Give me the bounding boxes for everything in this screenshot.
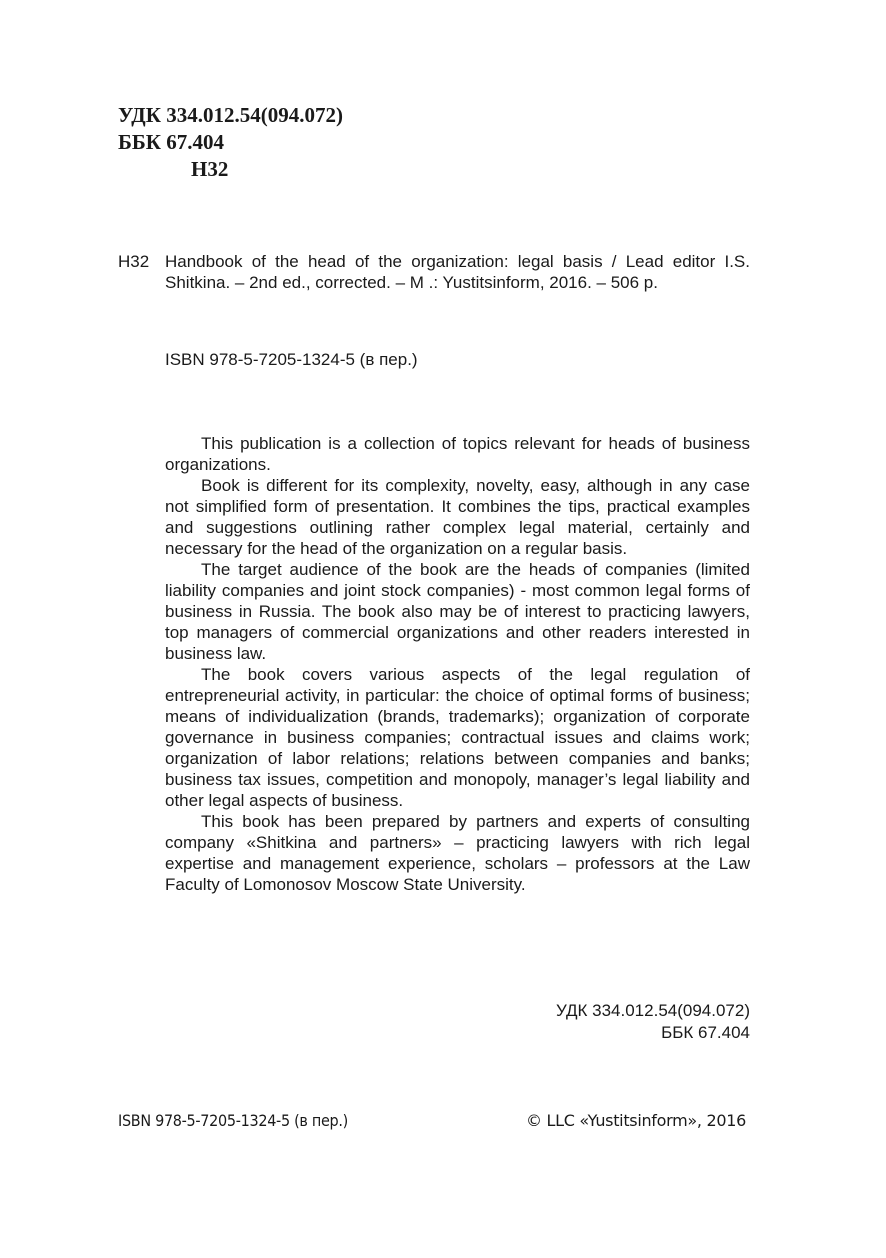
bbk-code: ББК 67.404 [118,130,224,154]
bibliographic-entry [118,251,750,293]
author-mark: Н32 [191,157,229,181]
annotation-paragraph: This book has been prepared by partners and experts of consulting company «Shitkina and partners» – practicing lawyers with rich legal expertise and management experience, scholars – professors at the Law Faculty of Lomonosov Moscow State University. [165,812,750,894]
bibliographic-text: Handbook of the head of the organization: legal basis / Lead editor I.S. Shitkina. – 2nd ed., corrected. – M .: Yustitsinform, 2016. – 506 p. [165,252,750,292]
annotation-paragraph: This publication is a collection of topics relevant for heads of business organizations. [165,434,750,474]
classification-header [118,102,343,183]
annotation-paragraph: The target audience of the book are the heads of companies (limited liability companies and joint stock companies) - most common legal forms of business in Russia. The book also may be of interest to practicing lawyers, top managers of commercial organizations and other readers interested in business law. [165,560,750,663]
annotation-paragraph: Book is different for its complexity, novelty, easy, although in any case not simplified form of presentation. It combines the tips, practical examples and suggestions outlining rather complex legal material, certainly and necessary for the head of the organization on a regular basis. [165,476,750,558]
isbn-line: ISBN 978-5-7205-1324-5 (в пер.) [165,350,418,369]
annotation [165,433,750,895]
bibliographic-code: Н32 [118,252,150,271]
copyright-notice: © LLC «Yustitsinform», 2016 [525,1111,746,1130]
index-block [556,1000,750,1044]
annotation-paragraph: The book covers various aspects of the legal regulation of entrepreneurial activity, in particular: the choice of optimal forms of business; means of individualization (brands, trademarks); organization of corporate governance in business companies; contractual issues and claims work; organization of labor relations; relations between companies and banks; business tax issues, competition and monopoly, manager’s legal liability and other legal aspects of business. [165,665,750,810]
udk-code: УДК 334.012.54(094.072) [118,103,343,127]
index-bbk: ББК 67.404 [661,1023,750,1042]
footer-isbn: ISBN 978-5-7205-1324-5 (в пер.) [118,1111,348,1130]
index-udk: УДК 334.012.54(094.072) [555,1001,750,1020]
